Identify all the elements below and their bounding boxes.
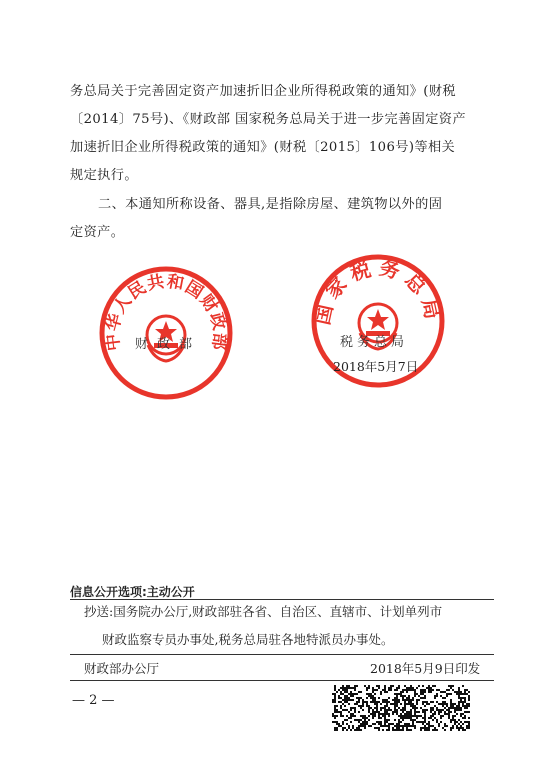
seal-text: 中华人民共和国财政部 — [102, 271, 230, 352]
issue-date: 2018年5月9日印发 — [370, 661, 481, 676]
cc-line: 抄送:国务院办公厅,财政部驻各省、自治区、直辖市、计划单列市 — [84, 604, 443, 619]
left-signer: 财政部 — [135, 337, 202, 352]
signature-date: 2018年5月7日 — [333, 359, 419, 374]
text-line: 加速折旧企业所得税政策的通知》(财税〔2015〕106号)等相关 — [70, 140, 456, 155]
barcode-icon — [332, 685, 470, 731]
divider — [70, 654, 494, 655]
text-line: 务总局关于完善固定资产加速折旧企业所得税政策的通知》(财税 — [70, 84, 456, 99]
right-signer: 税务总局 — [340, 335, 409, 350]
page-number: — 2 — — [72, 693, 115, 708]
seal-text: 国家税务总局 — [309, 255, 447, 327]
text-line: 〔2014〕75号)、《财政部 国家税务总局关于进一步完善固定资产 — [70, 112, 466, 127]
text-line: 二、本通知所称设备、器具,是指除房屋、建筑物以外的固 — [98, 197, 443, 212]
text-line: 定资产。 — [70, 225, 125, 240]
paragraph-2 — [70, 191, 500, 247]
cc-line: 财政监察专员办事处,税务总局驻各地特派员办事处。 — [102, 632, 394, 647]
paragraph-1 — [70, 78, 500, 190]
disclosure-option: 信息公开选项:主动公开 — [70, 585, 195, 599]
text-line: 规定执行。 — [70, 168, 138, 183]
cc-section — [84, 598, 496, 654]
issuing-office: 财政部办公厅 — [84, 661, 160, 676]
divider — [70, 680, 494, 681]
